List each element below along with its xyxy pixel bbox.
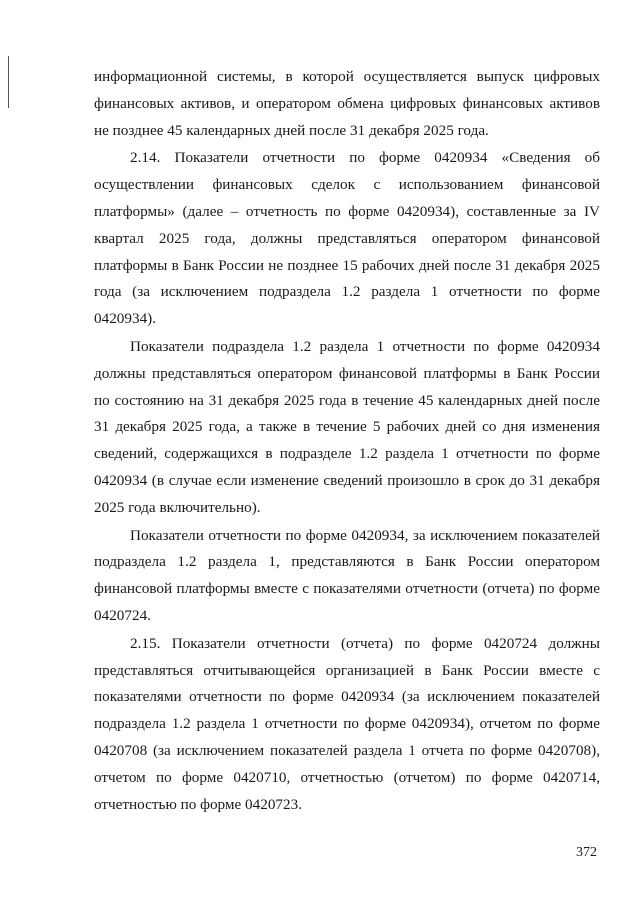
paragraph-2-15: 2.15. Показатели отчетности (отчета) по форме 0420724 должны представляться отчитывающейся организацией в Банк России вместе с показателями отчетности по форме 0420934 (за исключением показателей подраздела 1.2 раздела 1 отчетности по форме 0420934), отчетом по форме 0420708 (за исключением показателей раздела 1 отчета по форме 0420708), отчетом по форме 0420710, отчетностью (отчетом) по форме 0420714, отчетностью по форме 0420723. xyxy=(94,634,600,813)
paragraph-continuation: информационной системы, в которой осуществляется выпуск цифровых финансовых активов, и оператором обмена цифровых финансовых активов не позднее 45 календарных дней после 31 декабря 2025 года. xyxy=(94,68,600,139)
page-number: 372 xyxy=(576,845,597,860)
paragraph-subsection-1-2: Показатели подраздела 1.2 раздела 1 отчетности по форме 0420934 должны представляться оператором финансовой платформы в Банк России по состоянию на 31 декабря 2025 года в течение 45 календарных дней после 31 декабря 2025 года, а также в течение 5 рабочих дней со дня изменения сведений, содержащихся в подразделе 1.2 раздела 1 отчетности по форме 0420934 (в случае если изменение сведений произошло в срок до 31 декабря 2025 года включительно). xyxy=(94,337,600,516)
paragraph-indicators-0420934: Показатели отчетности по форме 0420934, за исключением показателей подраздела 1.2 раздела 1, представляются в Банк России оператором финансовой платформы вместе с показателями отчетности (отчета) по форме 0420724. xyxy=(94,526,600,624)
paragraph-2-14: 2.14. Показатели отчетности по форме 0420934 «Сведения об осуществлении финансовых сделок с использованием финансовой платформы» (далее – отчетность по форме 0420934), составленные за IV квартал 2025 года, должны представляться оператором финансовой платформы в Банк России не позднее 15 рабочих дней после 31 декабря 2025 года (за исключением подраздела 1.2 раздела 1 отчетности по форме 0420934). xyxy=(94,149,600,328)
document-body xyxy=(94,64,600,818)
scan-edge-line xyxy=(8,56,9,108)
